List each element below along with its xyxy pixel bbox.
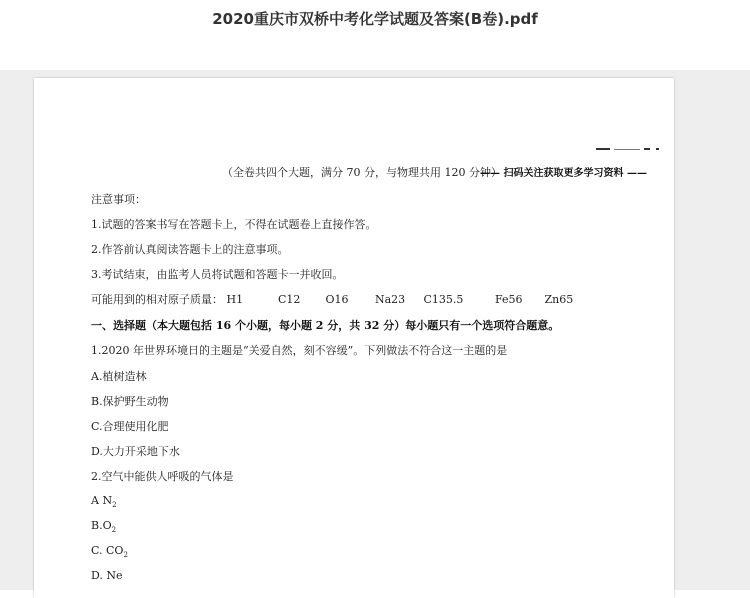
section-heading: 一、选择题（本大题包括 16 个小题，每小题 2 分，共 32 分）每小题只有一个选项符合题意。	[91, 319, 560, 332]
question-2-option-a: A $N_2$	[91, 494, 117, 510]
question-2-option-c: C. $CO_2$	[91, 544, 128, 560]
qr-prompt: —— 扫码关注获取更多学习资料 ——	[480, 168, 647, 179]
title-bar	[0, 0, 750, 70]
question-2-option-d: D. Ne	[91, 569, 123, 582]
notice-item-2: 2.作答前认真阅读答题卡上的注意事项。	[91, 243, 289, 256]
atomic-mass-h: H1	[226, 293, 244, 306]
atomic-mass-label: 可能用到的相对原子质量：	[91, 293, 223, 306]
atomic-mass-na: Na23	[375, 293, 406, 306]
atomic-mass-o: O16	[325, 293, 349, 306]
question-1-stem: 1.2020 年世界环境日的主题是“关爱自然，刻不容缓”。下列做法不符合这一主题的是	[91, 344, 508, 357]
document-title: 2020重庆市双桥中考化学试题及答案(B卷).pdf	[212, 10, 538, 28]
atomic-mass-row	[91, 291, 573, 307]
question-2-option-b: $B.O_2$	[91, 519, 117, 535]
question-1-option-d: D.大力开采地下水	[91, 445, 180, 458]
notice-heading: 注意事项：	[91, 193, 146, 206]
question-1-option-c: C.合理使用化肥	[91, 420, 169, 433]
atomic-mass-zn: Zn65	[544, 293, 574, 306]
exam-note: （全卷共四个大题，满分 70 分，与物理共用 120 分钟）	[222, 166, 502, 179]
atomic-mass-c: C12	[278, 293, 301, 306]
atomic-mass-cl: C135.5	[423, 293, 464, 306]
notice-item-1: 1.试题的答案书写在答题卡上，不得在试题卷上直接作答。	[91, 218, 377, 231]
pdf-page	[34, 78, 674, 598]
atomic-mass-fe: Fe56	[495, 293, 523, 306]
question-1-option-b: B.保护野生动物	[91, 395, 169, 408]
question-1-option-a: A.植树造林	[91, 370, 147, 383]
header-cropped-marks	[596, 148, 660, 152]
question-2-stem: 2.空气中能供人呼吸的气体是	[91, 470, 234, 483]
notice-item-3: 3.考试结束，由监考人员将试题和答题卡一并收回。	[91, 268, 344, 281]
